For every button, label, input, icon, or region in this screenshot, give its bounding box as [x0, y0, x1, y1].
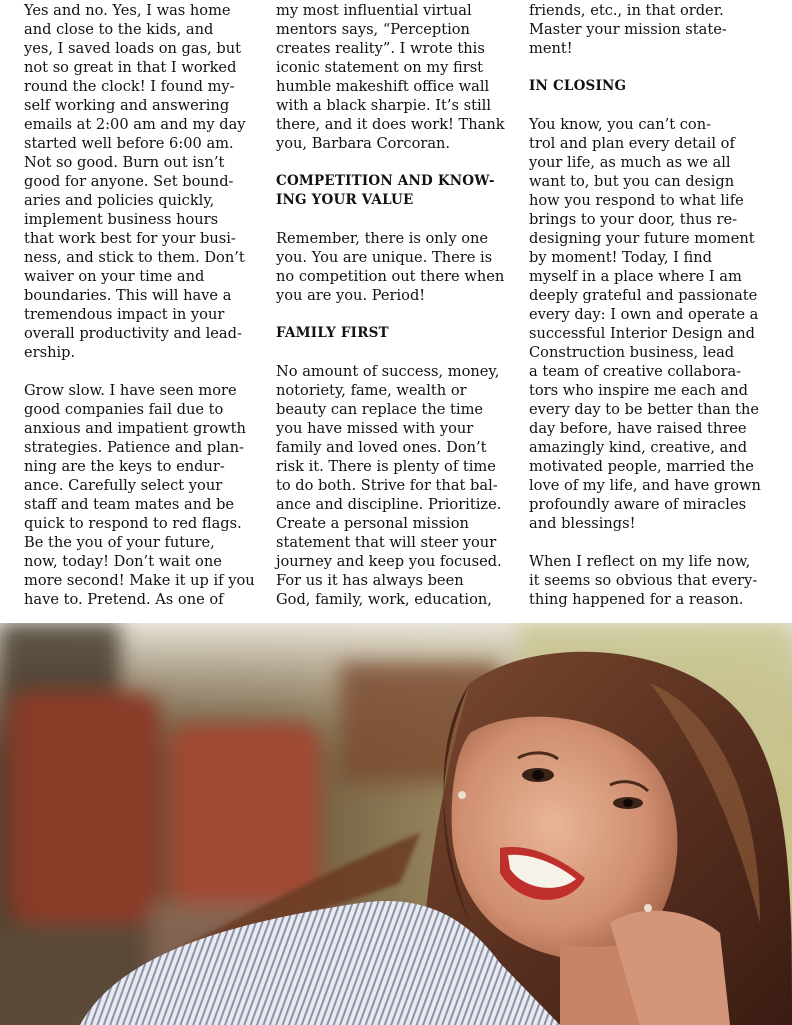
paragraph-work-boundaries: Yes and no. Yes, I was home and close to the kids, and yes, I saved loads on gas, but not so great in that I worked round the clock! I found my- self working and answering emails at 2:00 am and my day started well before 6:00 am. Not so good. Burn out isn’t good for anyone. Set bound- aries and policies quickly, implement business hours that work best for your busi- ness, and stick to them. Don’t waiver on your time and boundaries. This will have a tremendous impact in your overall productivity and lead- ership. — [24, 2, 246, 361]
column-1 — [24, 1, 262, 609]
paragraph-family: No amount of success, money, notoriety, fame, wealth or beauty can replace the time you have missed with your family and loved ones. Don’t risk it. There is plenty of time to do both. Strive for that bal- ance and discipline. Prioritize. Create a personal mission statement that will steer your journey and keep you focused. For us it has always been God, family, work, education, — [276, 363, 502, 608]
article-body — [24, 0, 772, 620]
paragraph-reflection: When I reflect on my life now, it seems so obvious that every- thing happened for a reason. — [529, 553, 758, 608]
heading-competition: COMPETITION AND KNOW- ING YOUR VALUE — [276, 173, 495, 208]
column-2 — [276, 1, 514, 609]
column-3 — [529, 1, 767, 609]
paragraph-closing: You know, you can’t con- trol and plan every detail of your life, as much as we all want to, but you can design how you respond to what life brings to your door, thus re- designing your future moment by moment! Today, I find myself in a place where I am deeply grateful and passionate every day: I own and operate a successful Interior Design and Construction business, lead a team of creative collabora- tors who inspire me each and every day to be better than the day before, have raised three amazingly kind, creative, and motivated people, married the love of my life, and have grown profoundly aware of miracles and blessings! — [529, 116, 761, 532]
paragraph-unique: Remember, there is only one you. You are unique. There is no competition out there when you are you. Period! — [276, 230, 505, 304]
paragraph-grow-slow: Grow slow. I have seen more good companies fail due to anxious and impatient growth strategies. Patience and plan- ning are the keys to endur- ance. Carefully select your staff and team mates and be quick to respond to red flags. Be the you of your future, now, today! Don’t wait one more second! Make it up if you have to. Pretend. As one of — [24, 382, 255, 608]
heading-family-first: FAMILY FIRST — [276, 325, 389, 341]
paragraph-perception: my most influential virtual mentors says, “Perception creates reality”. I wrote this iconic statement on my first humble makeshift office wall with a black sharpie. It’s still there, and it does work! Thank you, Barbara Corcoran. — [276, 2, 505, 152]
paragraph-mission: friends, etc., in that order. Master your mission state- ment! — [529, 2, 727, 57]
heading-in-closing: IN CLOSING — [529, 78, 627, 94]
portrait-photo — [0, 623, 792, 1025]
